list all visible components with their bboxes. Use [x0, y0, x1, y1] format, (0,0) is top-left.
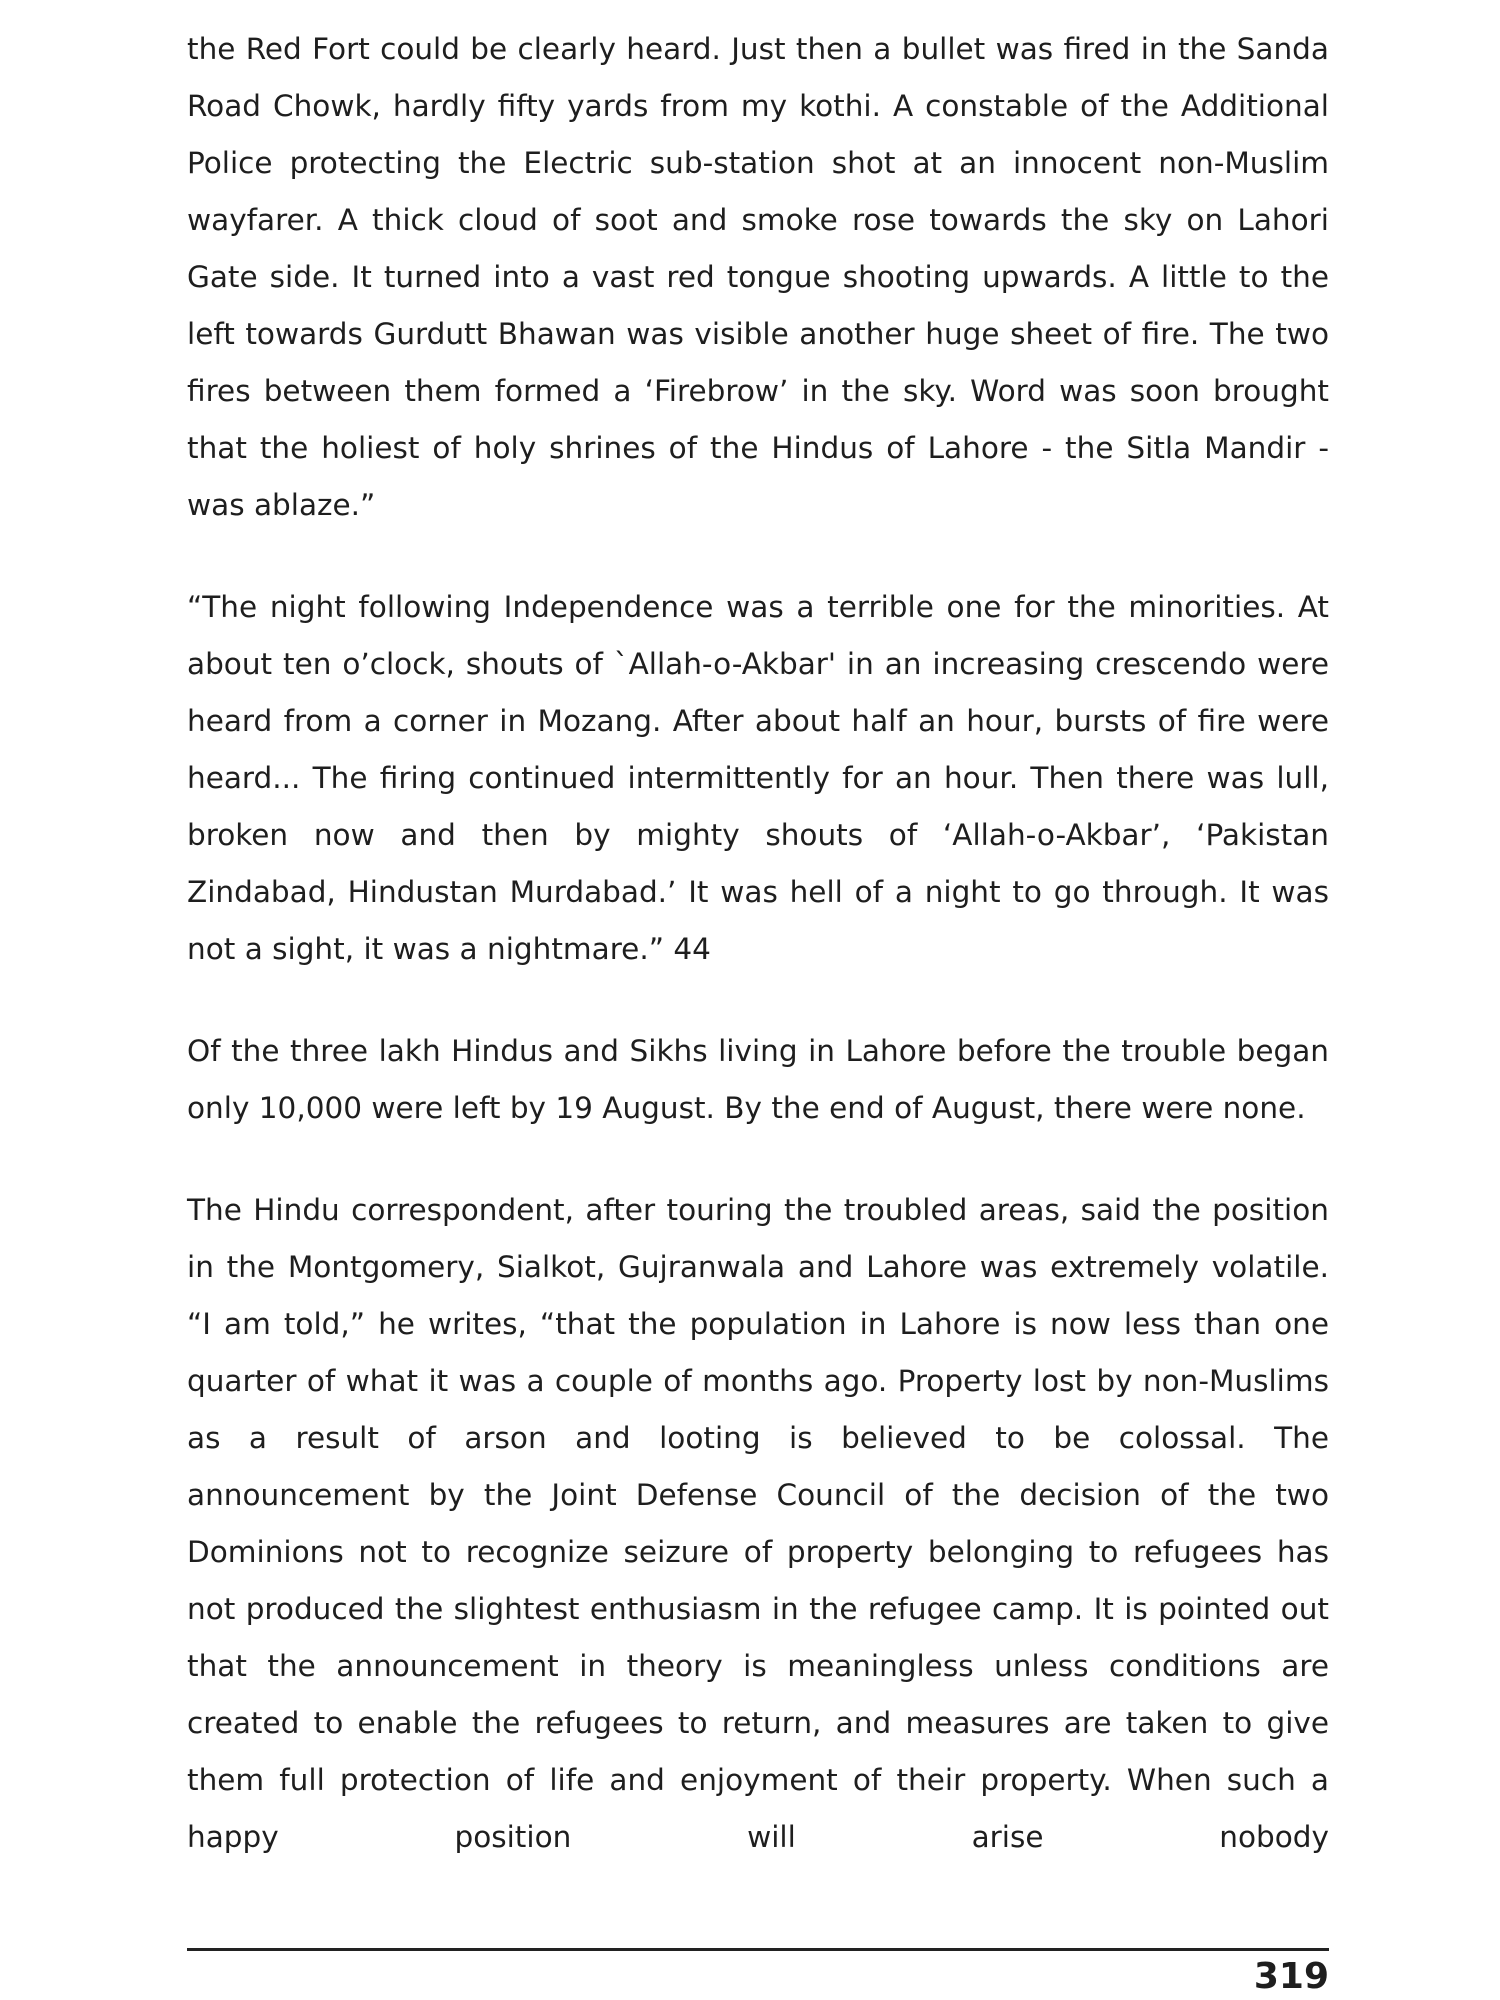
paragraph-4: The Hindu correspondent, after touring the troubled areas, said the position in the Montgomery, Sialkot, Gujranwala and Lahore was extremely volatile. “I am told,” he writes, “that the population in Lahore is now less than one quarter of what it was a couple of months ago. Property lost by non-Muslims as a result of arson and looting is believed to be colossal. The announcement by the Joint Defense Council of the decision of the two Dominions not to recognize seizure of property belonging to refugees has not produced the slightest enthusiasm in the refugee camp. It is pointed out that the announcement in theory is meaningless unless conditions are created to enable the refugees to return, and measures are taken to give them full protection of life and enjoyment of their property. When such a happy position will arise nobody — [187, 1193, 1329, 1854]
page-number: 319 — [1253, 1956, 1329, 1997]
footer-rule — [187, 1948, 1329, 1951]
paragraph-1: the Red Fort could be clearly heard. Just then a bullet was fired in the Sanda Road Chowk, hardly fifty yards from my kothi. A constable of the Additional Police protecting the Electric sub-station shot at an innocent non-Muslim wayfarer. A thick cloud of soot and smoke rose towards the sky on Lahori Gate side. It turned into a vast red tongue shooting upwards. A little to the left towards Gurdutt Bhawan was visible another huge sheet of fire. The two fires between them formed a ‘Firebrow’ in the sky. Word was soon brought that the holiest of holy shrines of the Hindus of Lahore - the Sitla Mandir - was ablaze.” — [187, 32, 1329, 522]
paragraph-2: “The night following Independence was a terrible one for the minorities. At about ten o’clock, shouts of `Allah-o-Akbar' in an increasing crescendo were heard from a corner in Mozang. After about half an hour, bursts of fire were heard... The firing continued intermittently for an hour. Then there was lull, broken now and then by mighty shouts of ‘Allah-o-Akbar’, ‘Pakistan Zindabad, Hindustan Murdabad.’ It was hell of a night to go through. It was not a sight, it was a nightmare.” 44 — [187, 590, 1329, 966]
paragraph-3: Of the three lakh Hindus and Sikhs living in Lahore before the trouble began only 10,000 were left by 19 August. By the end of August, there were none. — [187, 1034, 1329, 1125]
body-text — [187, 21, 1329, 1911]
